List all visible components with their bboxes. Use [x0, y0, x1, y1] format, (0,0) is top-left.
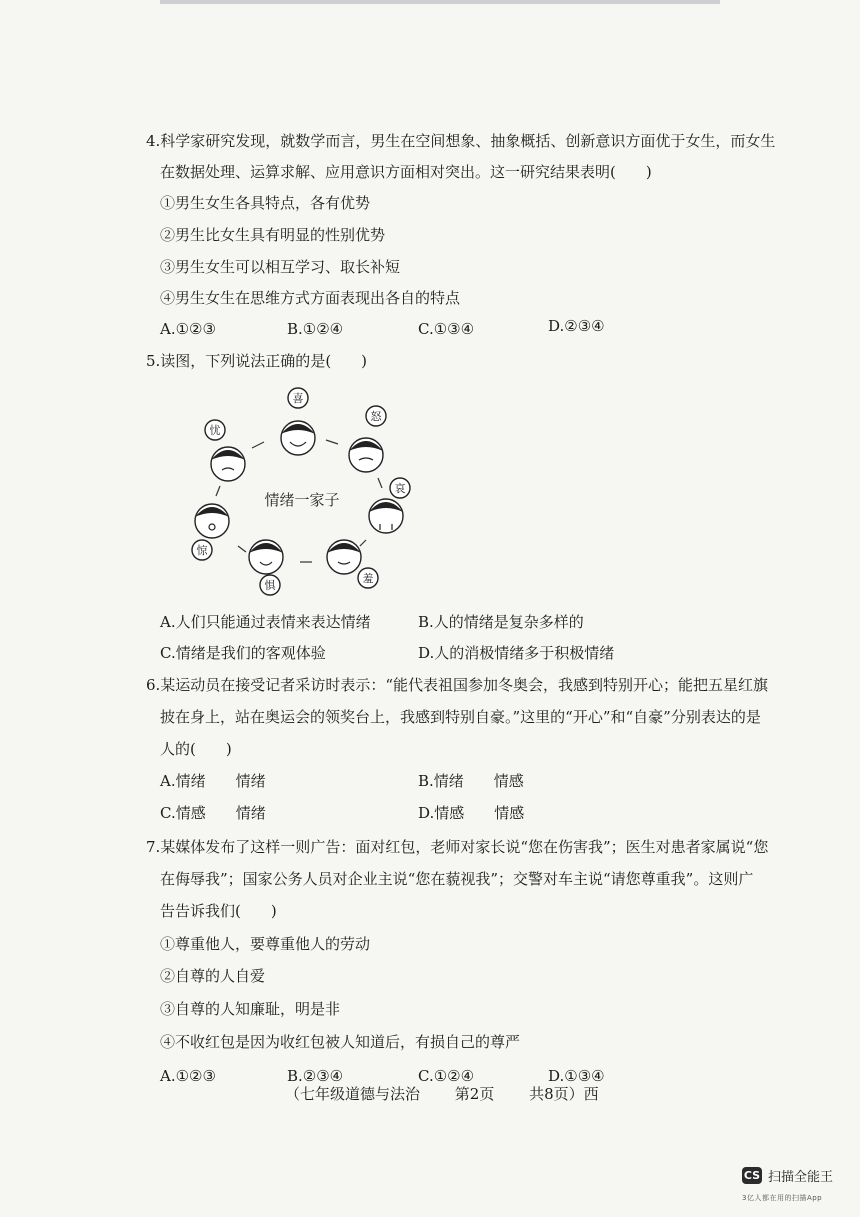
q6-stem-line2: 披在身上，站在奥运会的领奖台上，我感到特别自豪。”这里的“开心”和“自豪”分别表达的是	[160, 708, 761, 726]
q6-option-a: A.情绪 情绪	[160, 772, 266, 790]
q7-item-1: ①尊重他人，要尊重他人的劳动	[160, 935, 371, 953]
q6-stem-line1: 6.某运动员在接受记者采访时表示：“能代表祖国参加冬奥会，我感到特别开心；能把五星红旗	[146, 676, 768, 694]
footer-subject: （七年级道德与法治	[285, 1085, 421, 1103]
emotion-xi-label: 喜	[292, 392, 304, 405]
emotion-ju-label: 惧	[264, 579, 276, 592]
q7-stem-line2: 在侮辱我”；国家公务人员对企业主说“您在藐视我”；交警对车主说“请您尊重我”。这则广	[160, 870, 754, 888]
emotion-you-label: 忧	[209, 424, 221, 437]
scanner-logo-icon: CS	[743, 1169, 761, 1182]
q7-item-3: ③自尊的人知廉耻，明是非	[160, 1000, 341, 1018]
q4-option-c: C.①③④	[418, 320, 475, 338]
q7-option-c: C.①②④	[418, 1067, 475, 1085]
q6-option-d: D.情感 情感	[418, 804, 525, 822]
footer-page: 第2页	[454, 1085, 495, 1103]
figure-center-label: 情绪一家子	[264, 491, 340, 509]
q4-option-a: A.①②③	[160, 320, 216, 338]
page-footer	[285, 1083, 629, 1104]
q7-item-2: ②自尊的人自爱	[160, 967, 266, 985]
footer-total: 共8页）西	[529, 1085, 599, 1103]
emotion-jing-label: 惊	[196, 544, 208, 557]
q5-option-a: A.人们只能通过表情来表达情绪	[160, 613, 371, 631]
scanner-tagline: 3亿人都在用的扫描App	[742, 1194, 823, 1202]
q4-item-3: ③男生女生可以相互学习、取长补短	[160, 258, 401, 276]
q7-option-d: D.①③④	[548, 1067, 605, 1085]
q4-option-d: D.②③④	[548, 317, 605, 335]
q4-stem-line2: 在数据处理、运算求解、应用意识方面相对突出。这一研究结果表明( )	[160, 163, 652, 181]
scanner-app-name: 扫描全能王	[768, 1170, 834, 1185]
emotion-xiu-label: 羞	[362, 572, 374, 585]
q5-option-d: D.人的消极情绪多于积极情绪	[418, 644, 615, 662]
q6-stem-line3: 人的( )	[160, 740, 232, 758]
q7-item-4: ④不收红包是因为收红包被人知道后，有损自己的尊严	[160, 1033, 521, 1051]
q7-option-b: B.②③④	[287, 1067, 344, 1085]
emotion-family-figure	[180, 380, 420, 605]
q4-item-4: ④男生女生在思维方式方面表现出各自的特点	[160, 289, 461, 307]
q4-item-2: ②男生比女生具有明显的性别优势	[160, 226, 386, 244]
q7-stem-line3: 告告诉我们( )	[160, 902, 277, 920]
emotion-nu-label: 怒	[370, 410, 382, 423]
q5-stem: 5.读图，下列说法正确的是( )	[146, 352, 368, 370]
q6-option-c: C.情感 情绪	[160, 804, 266, 822]
q5-option-c: C.情绪是我们的客观体验	[160, 644, 326, 662]
emotion-ai-label: 哀	[394, 482, 406, 495]
q7-option-a: A.①②③	[160, 1067, 216, 1085]
q7-stem-line1: 7.某媒体发布了这样一则广告：面对红包，老师对家长说“您在伤害我”；医生对患者家属说“您	[146, 838, 769, 856]
q4-stem-line1: 4.科学家研究发现，就数学而言，男生在空间想象、抽象概括、创新意识方面优于女生，而女生	[146, 132, 776, 150]
q4-item-1: ①男生女生各具特点，各有优势	[160, 194, 371, 212]
q6-option-b: B.情绪 情感	[418, 772, 524, 790]
q5-option-b: B.人的情绪是复杂多样的	[418, 613, 584, 631]
scan-top-edge	[160, 0, 720, 4]
q4-option-b: B.①②④	[287, 320, 344, 338]
